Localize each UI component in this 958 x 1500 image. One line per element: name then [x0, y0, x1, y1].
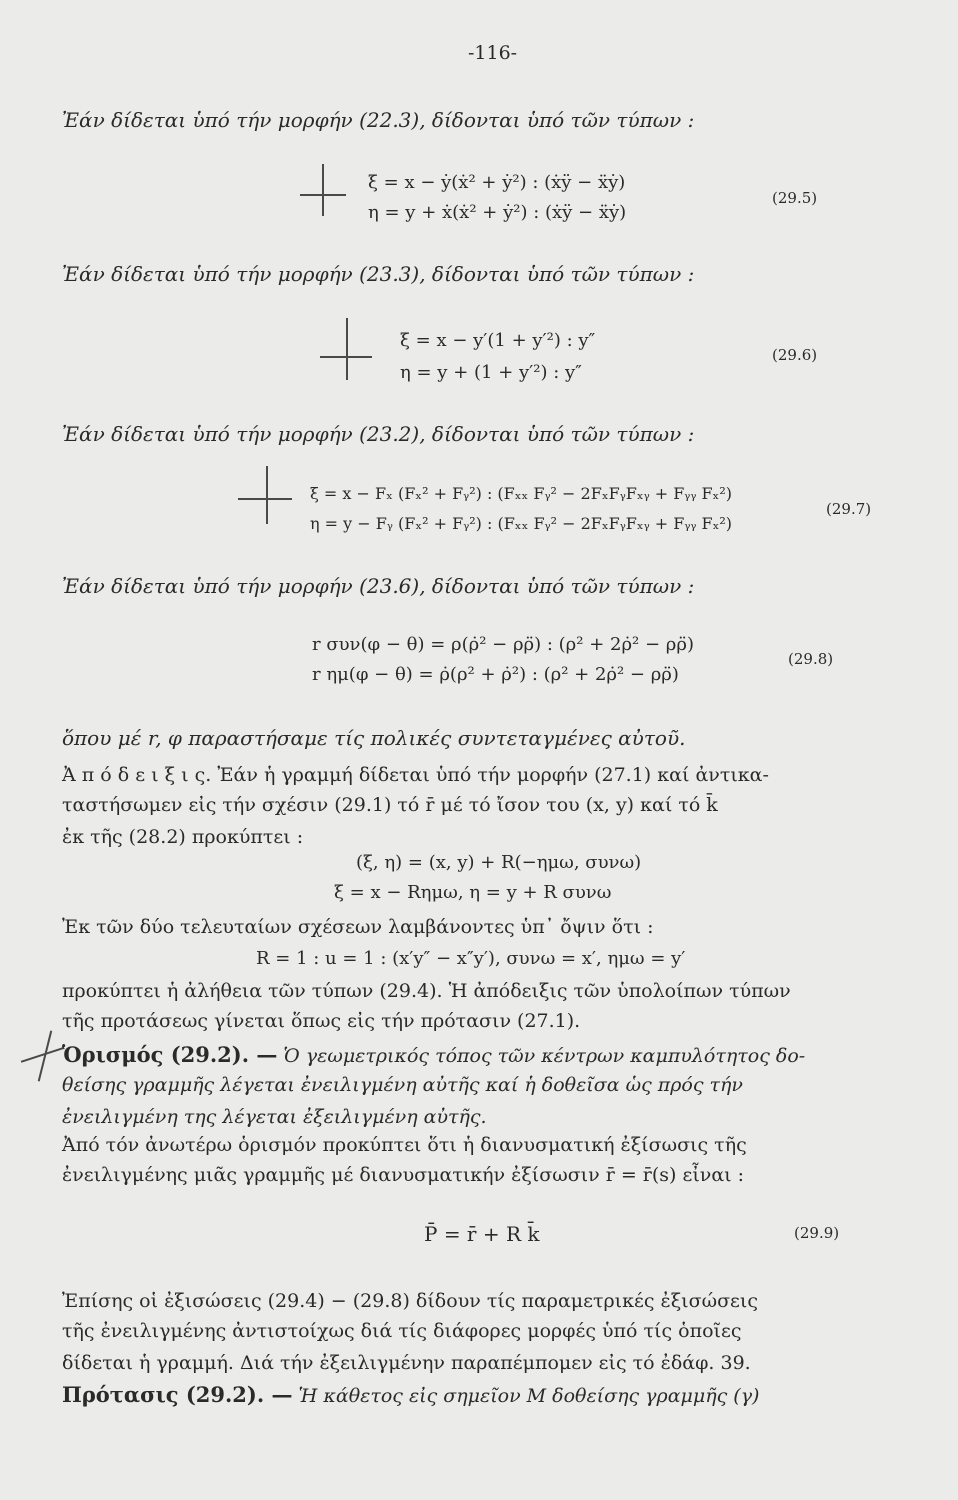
text-line: Ἐκ τῶν δύο τελευταίων σχέσεων λαμβάνοντες ὑπ᾽ ὄψιν ὅτι :: [62, 916, 654, 938]
definition-text: Ὁ γεωμετρικός τόπος τῶν κέντρων καμπυλότητος δο-: [283, 1045, 806, 1067]
equation: R = 1 : u = 1 : (x′y″ − x″y′), συνω = x′, ημω = y′: [256, 948, 686, 969]
text-line: δίδεται ἡ γραμμή. Διά τήν ἐξειλιγμένην παραπέμπομεν εἰς τό ἐδάφ. 39.: [62, 1352, 751, 1374]
equation: r ημ(φ − θ) = ρ̇(ρ² + ρ̇²) : (ρ² + 2ρ̇² − ρρ̈): [312, 664, 679, 685]
equation: η = y − Fᵧ (Fₓ² + Fᵧ²) : (Fₓₓ Fᵧ² − 2FₓFᵧFₓᵧ + Fᵧᵧ Fₓ²): [310, 514, 733, 533]
equation-number: (29.5): [772, 189, 818, 207]
text-line: Ἀπό τόν ἀνωτέρω ὁρισμόν προκύπτει ὅτι ἡ διανυσματική ἐξίσωσις τῆς: [62, 1134, 747, 1156]
definition-heading: Ὁρισμός (29.2). —: [62, 1042, 278, 1067]
text-line: τῆς ἐνειλιγμένης ἀντιστοίχως διά τίς διάφορες μορφές ὑπό τίς ὁποῖες: [62, 1320, 742, 1342]
equation: ξ = x − y′(1 + y′²) : y″: [400, 330, 596, 351]
equation: (ξ, η) = (x, y) + R(−ημω, συνω): [356, 852, 642, 873]
equation-number: (29.7): [826, 500, 872, 518]
text-line: Ἐάν δίδεται ὑπό τήν μορφήν (22.3), δίδονται ὑπό τῶν τύπων :: [62, 108, 695, 132]
equation: η = y + ẋ(ẋ² + ẏ²) : (ẋÿ − ẍẏ): [368, 202, 627, 223]
equation: P̄ = r̄ + R k̄: [424, 1222, 540, 1246]
text-line: ὅπου μέ r, φ παραστήσαμε τίς πολικές συντεταγμένες αὐτοῦ.: [62, 726, 686, 750]
margin-check-mark: [300, 164, 360, 224]
equation: r συν(φ − θ) = ρ(ρ̇² − ρρ̈) : (ρ² + 2ρ̇² − ρρ̈): [312, 634, 694, 655]
text-line: Ἐάν δίδεται ὑπό τήν μορφήν (23.3), δίδονται ὑπό τῶν τύπων :: [62, 262, 695, 286]
equation-number: (29.6): [772, 346, 818, 364]
proposition-line: [62, 1382, 759, 1407]
proposition-text: Ἡ κάθετος εἰς σημεῖον Μ δοθείσης γραμμῆς (γ): [298, 1385, 760, 1407]
text-line: προκύπτει ἡ ἀλήθεια τῶν τύπων (29.4). Ἡ ἀπόδειξις τῶν ὑπολοίπων τύπων: [62, 980, 791, 1002]
margin-check-mark: [320, 318, 380, 388]
text-line: ἐνειλιγμένης μιᾶς γραμμῆς μέ διανυσματικήν ἐξίσωσιν r̄ = r̄(s) εἶναι :: [62, 1164, 745, 1186]
equation-number: (29.8): [788, 650, 834, 668]
text-line: Ἐπίσης οἱ ἐξισώσεις (29.4) − (29.8) δίδουν τίς παραμετρικές ἐξισώσεις: [62, 1290, 758, 1312]
equation: η = y + (1 + y′²) : y″: [400, 362, 582, 383]
equation: ξ = x − Rημω, η = y + R συνω: [334, 882, 612, 903]
equation: ξ = x − ẏ(ẋ² + ẏ²) : (ẋÿ − ẍẏ): [368, 172, 626, 193]
page-number: -116-: [468, 42, 518, 64]
text-line: ἐκ τῆς (28.2) προκύπτει :: [62, 826, 304, 848]
text-line: ταστήσωμεν εἰς τήν σχέσιν (29.1) τό r̄ μέ τό ἴσον του (x, y) καί τό k̄: [62, 794, 718, 816]
proposition-heading: Πρότασις (29.2). —: [62, 1382, 293, 1407]
equation: ξ = x − Fₓ (Fₓ² + Fᵧ²) : (Fₓₓ Fᵧ² − 2FₓFᵧFₓᵧ + Fᵧᵧ Fₓ²): [310, 484, 732, 503]
text-line: ἐνειλιγμένη της λέγεται ἐξειλιγμένη αὐτῆς.: [62, 1106, 487, 1128]
text-line: θείσης γραμμῆς λέγεται ἐνειλιγμένη αὐτῆς καί ἡ δοθεῖσα ὡς πρός τήν: [62, 1074, 743, 1096]
text-line: Ἐάν δίδεται ὑπό τήν μορφήν (23.2), δίδονται ὑπό τῶν τύπων :: [62, 422, 695, 446]
text-line: Ἀ π ό δ ε ι ξ ι ς. Ἐάν ἡ γραμμή δίδεται ὑπό τήν μορφήν (27.1) καί ἀντικα-: [62, 764, 769, 786]
definition-line: [62, 1042, 805, 1067]
text-line: τῆς προτάσεως γίνεται ὅπως εἰς τήν πρότασιν (27.1).: [62, 1010, 581, 1032]
margin-check-mark: [238, 466, 298, 530]
equation-number: (29.9): [794, 1224, 840, 1242]
text-line: Ἐάν δίδεται ὑπό τήν μορφήν (23.6), δίδονται ὑπό τῶν τύπων :: [62, 574, 695, 598]
